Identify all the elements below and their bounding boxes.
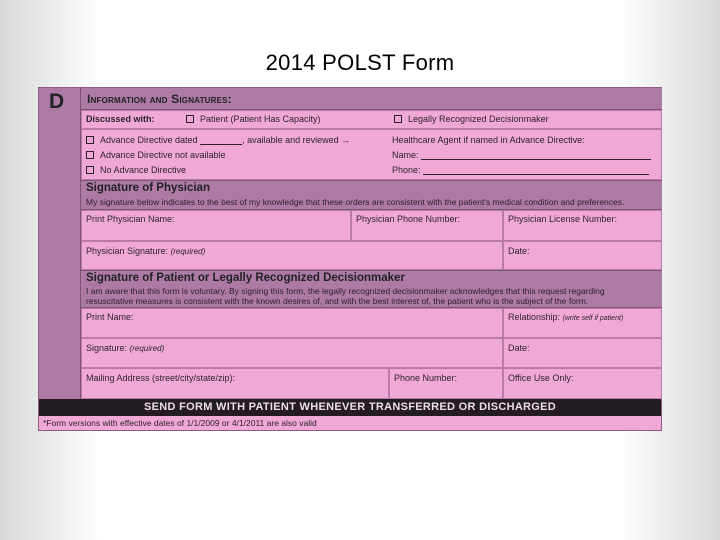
patient-signature-header	[81, 270, 662, 308]
option-no-ad[interactable]: No Advance Directive	[86, 165, 186, 175]
physician-phone-field[interactable]: Physician Phone Number:	[351, 210, 503, 241]
option-decisionmaker[interactable]: Legally Recognized Decisionmaker	[394, 114, 549, 124]
footnote: *Form versions with effective dates of 1/1/2009 or 4/1/2011 are also valid	[43, 418, 317, 428]
mailing-address-field[interactable]: Mailing Address (street/city/state/zip):	[81, 368, 389, 399]
physician-statement: My signature below indicates to the best of my knowledge that these orders are consistent with the patient's medical condition and preferences.	[86, 197, 625, 207]
advance-directive-block	[81, 129, 662, 180]
physician-license-field[interactable]: Physician License Number:	[503, 210, 662, 241]
agent-name-field[interactable]: Name:	[392, 150, 651, 160]
checkbox-icon[interactable]	[86, 151, 94, 159]
polst-form-section-d	[38, 87, 662, 431]
office-use-field: Office Use Only:	[503, 368, 662, 399]
patient-statement-line1: I am aware that this form is voluntary. By signing this form, the legally recognized decisionmaker acknowledges that this request regarding	[86, 286, 605, 296]
checkbox-icon[interactable]	[86, 166, 94, 174]
patient-heading: Signature of Patient or Legally Recognized Decisionmaker	[86, 272, 405, 284]
physician-date-field[interactable]: Date:	[503, 241, 662, 270]
physician-heading: Signature of Physician	[86, 182, 210, 194]
physician-signature-header	[81, 180, 662, 210]
agent-phone-field[interactable]: Phone:	[392, 165, 649, 175]
patient-print-name-field[interactable]: Print Name:	[81, 308, 503, 338]
ad-date-line[interactable]	[200, 135, 242, 145]
patient-phone-field[interactable]: Phone Number:	[389, 368, 503, 399]
send-form-banner: SEND FORM WITH PATIENT WHENEVER TRANSFERRED OR DISCHARGED	[39, 399, 661, 416]
section-heading: Information and Signatures:	[87, 92, 232, 106]
patient-statement-line2: resuscitative measures is consistent with the known desires of, and with the best interest of, the patient who is the subject of the form.	[86, 296, 589, 306]
patient-date-field[interactable]: Date:	[503, 338, 662, 368]
relationship-field[interactable]: Relationship: (write self if patient)	[503, 308, 662, 338]
checkbox-icon[interactable]	[394, 115, 402, 123]
option-ad-dated[interactable]: Advance Directive dated , available and reviewed →	[86, 135, 350, 145]
section-rail	[39, 88, 81, 399]
discussed-with-label: Discussed with:	[86, 114, 155, 124]
slide-title: 2014 POLST Form	[265, 50, 455, 75]
checkbox-icon[interactable]	[86, 136, 94, 144]
option-ad-not-available[interactable]: Advance Directive not available	[86, 150, 226, 160]
physician-print-name-field[interactable]: Print Physician Name:	[81, 210, 351, 241]
checkbox-icon[interactable]	[186, 115, 194, 123]
physician-signature-field[interactable]: Physician Signature: (required)	[81, 241, 503, 270]
section-letter: D	[49, 90, 65, 113]
patient-signature-field[interactable]: Signature: (required)	[81, 338, 503, 368]
option-patient[interactable]: Patient (Patient Has Capacity)	[186, 114, 321, 124]
section-header	[81, 88, 662, 110]
discussed-with-row	[81, 110, 662, 129]
healthcare-agent-label: Healthcare Agent if named in Advance Directive:	[392, 135, 585, 145]
